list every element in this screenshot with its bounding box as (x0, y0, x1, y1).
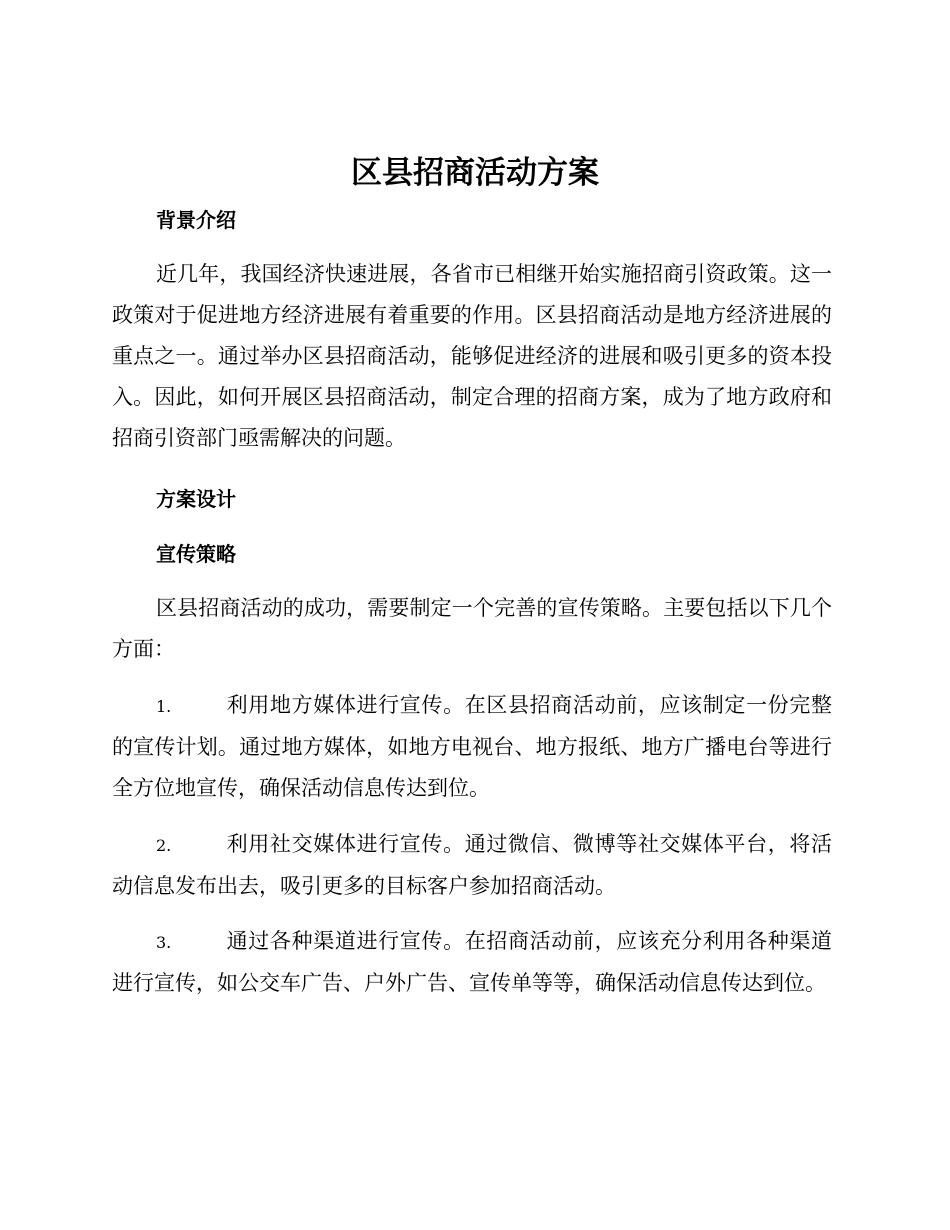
list-text: 通过各种渠道进行宣传。在招商活动前，应该充分利用各种渠道进行宣传，如公交车广告、户外广告、宣传单等等，确保活动信息传达到位。 (112, 929, 832, 995)
document-title: 区县招商活动方案 (351, 155, 599, 191)
design-heading: 方案设计 (156, 487, 236, 511)
promo-heading: 宣传策略 (156, 542, 236, 566)
background-paragraph: 近几年，我国经济快速进展，各省市已相继开始实施招商引资政策。这一政策对于促进地方经济进展有着重要的作用。区县招商活动是地方经济进展的重点之一。通过举办区县招商活动，能够促进经济的进展和吸引更多的资本投入。因此，如何开展区县招商活动，制定合理的招商方案，成为了地方政府和招商引资部门亟需解决的问题。 (112, 262, 832, 450)
list-number: 2. (156, 836, 172, 855)
list-text: 利用社交媒体进行宣传。通过微信、微博等社交媒体平台，将活动信息发布出去，吸引更多的目标客户参加招商活动。 (112, 832, 832, 898)
list-item (112, 685, 832, 809)
list-number: 3. (156, 933, 172, 952)
list-item (112, 921, 832, 1004)
list-number: 1. (156, 697, 172, 716)
promo-intro-paragraph: 区县招商活动的成功，需要制定一个完善的宣传策略。主要包括以下几个方面： (112, 596, 832, 661)
background-heading: 背景介绍 (156, 208, 236, 232)
list-item (112, 824, 832, 907)
list-text: 利用地方媒体进行宣传。在区县招商活动前，应该制定一份完整的宣传计划。通过地方媒体，如地方电视台、地方报纸、地方广播电台等进行全方位地宣传，确保活动信息传达到位。 (112, 693, 832, 800)
